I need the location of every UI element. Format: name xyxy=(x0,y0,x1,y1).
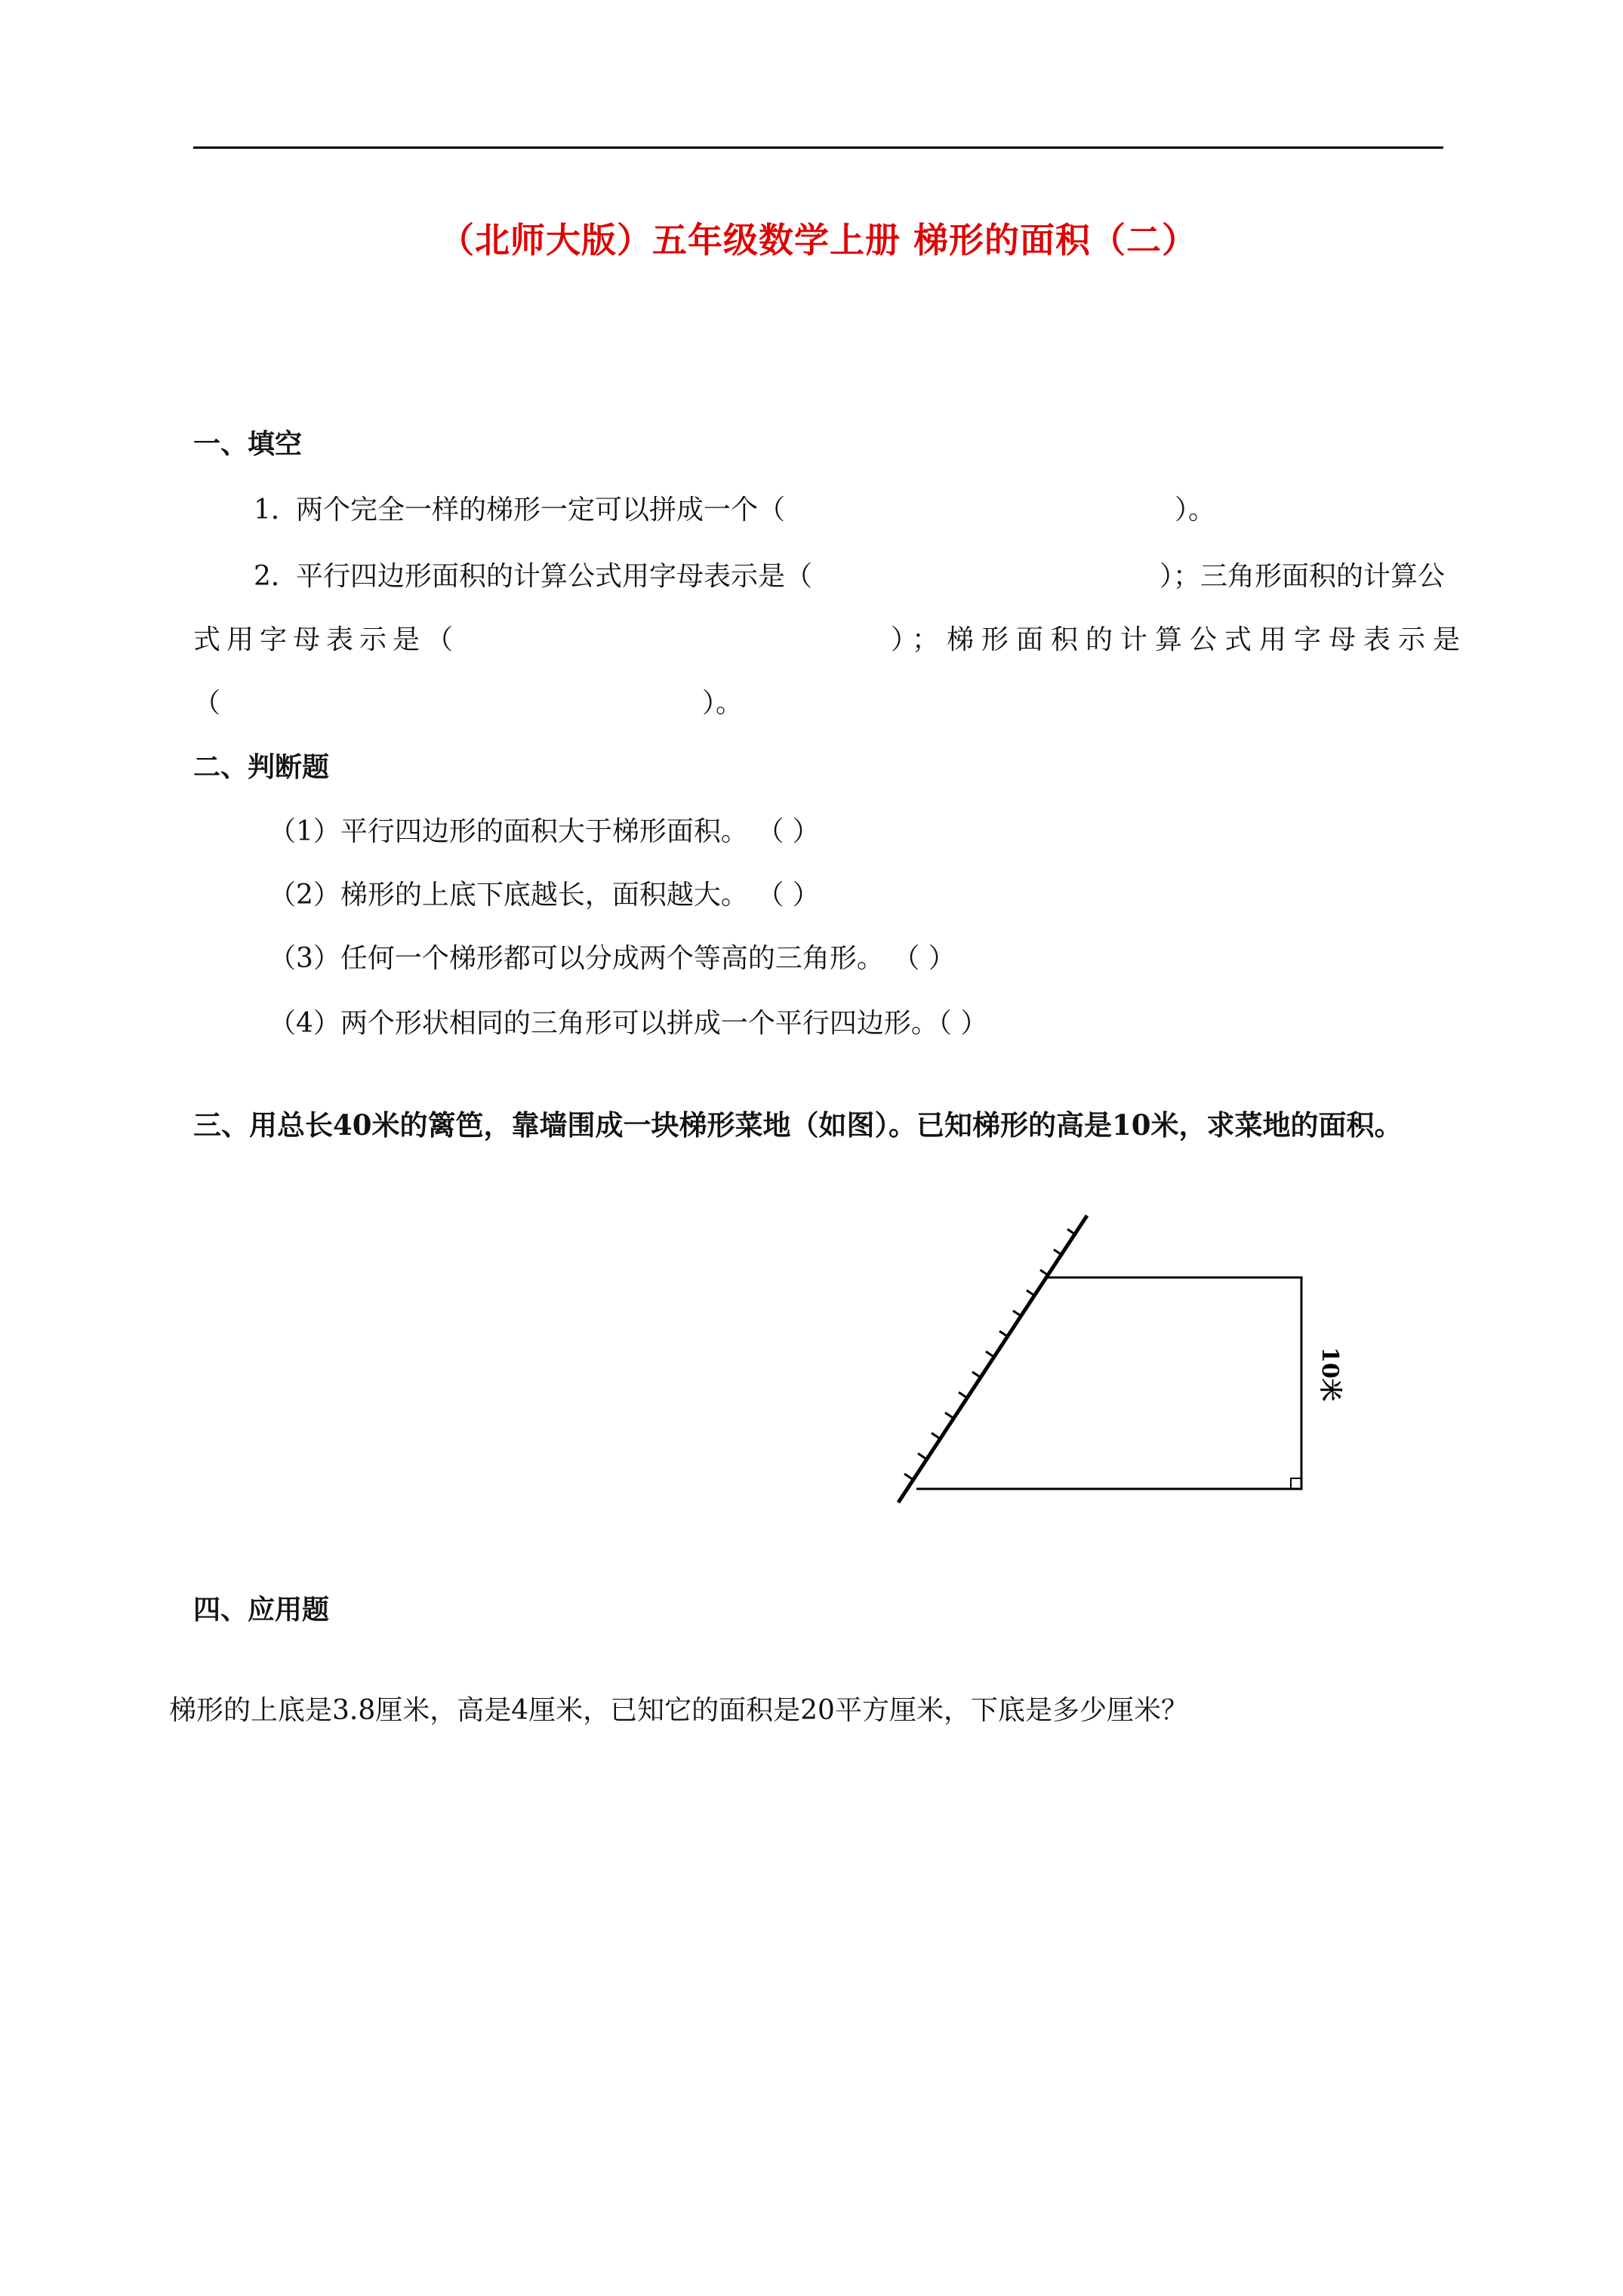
q2-text-c: 式用字母表示是（ xyxy=(193,624,460,655)
page-title: （北师大版）五年级数学上册 梯形的面积（二） xyxy=(439,220,1197,260)
application-question: 梯形的上底是3.8厘米，高是4厘米，已知它的面积是20平方厘米，下底是多少厘米？ xyxy=(169,1695,1188,1726)
q2-text-f: ）。 xyxy=(702,688,744,719)
q1-text: 两个完全一样的梯形一定可以拼成一个（ xyxy=(296,495,786,525)
judge-item-3: （3）任何一个梯形都可以分成两个等高的三角形。 （ ） xyxy=(269,943,956,974)
q2-text-a: 平行四边形面积的计算公式用字母表示是（ xyxy=(296,561,813,592)
q2-text-b: ）；三角形面积的计算公 xyxy=(1160,561,1446,592)
section4-heading: 四、应用题 xyxy=(193,1594,330,1626)
wall-hatching xyxy=(904,1229,1076,1480)
q2-number: 2． xyxy=(254,561,298,592)
right-angle-mark xyxy=(1291,1478,1301,1489)
height-label: 10米 xyxy=(1317,1347,1343,1401)
q2-text-e: （ xyxy=(193,688,221,719)
header-rule xyxy=(193,146,1443,149)
judge-item-1: （1）平行四边形的面积大于梯形面积。 （ ） xyxy=(269,816,820,847)
q1-number: 1． xyxy=(254,495,298,525)
fence-outline xyxy=(916,1277,1301,1489)
judge-item-2: （2）梯形的上底下底越长，面积越大。 （ ） xyxy=(269,880,820,911)
q2-text-d: ）；梯形面积的计算公式用字母表示是 xyxy=(891,624,1468,655)
q1-close: ）。 xyxy=(1175,495,1216,525)
judge-item-4: （4）两个形状相同的三角形可以拼成一个平行四边形。（ ） xyxy=(269,1008,988,1039)
section1-heading: 一、填空 xyxy=(193,428,303,460)
section2-heading: 二、判断题 xyxy=(193,751,330,783)
trapezoid-figure xyxy=(891,1208,1359,1510)
section3-heading: 三、用总长40米的篱笆，靠墙围成一块梯形菜地（如图）。已知梯形的高是10米，求菜地的面积。 xyxy=(193,1108,1403,1142)
